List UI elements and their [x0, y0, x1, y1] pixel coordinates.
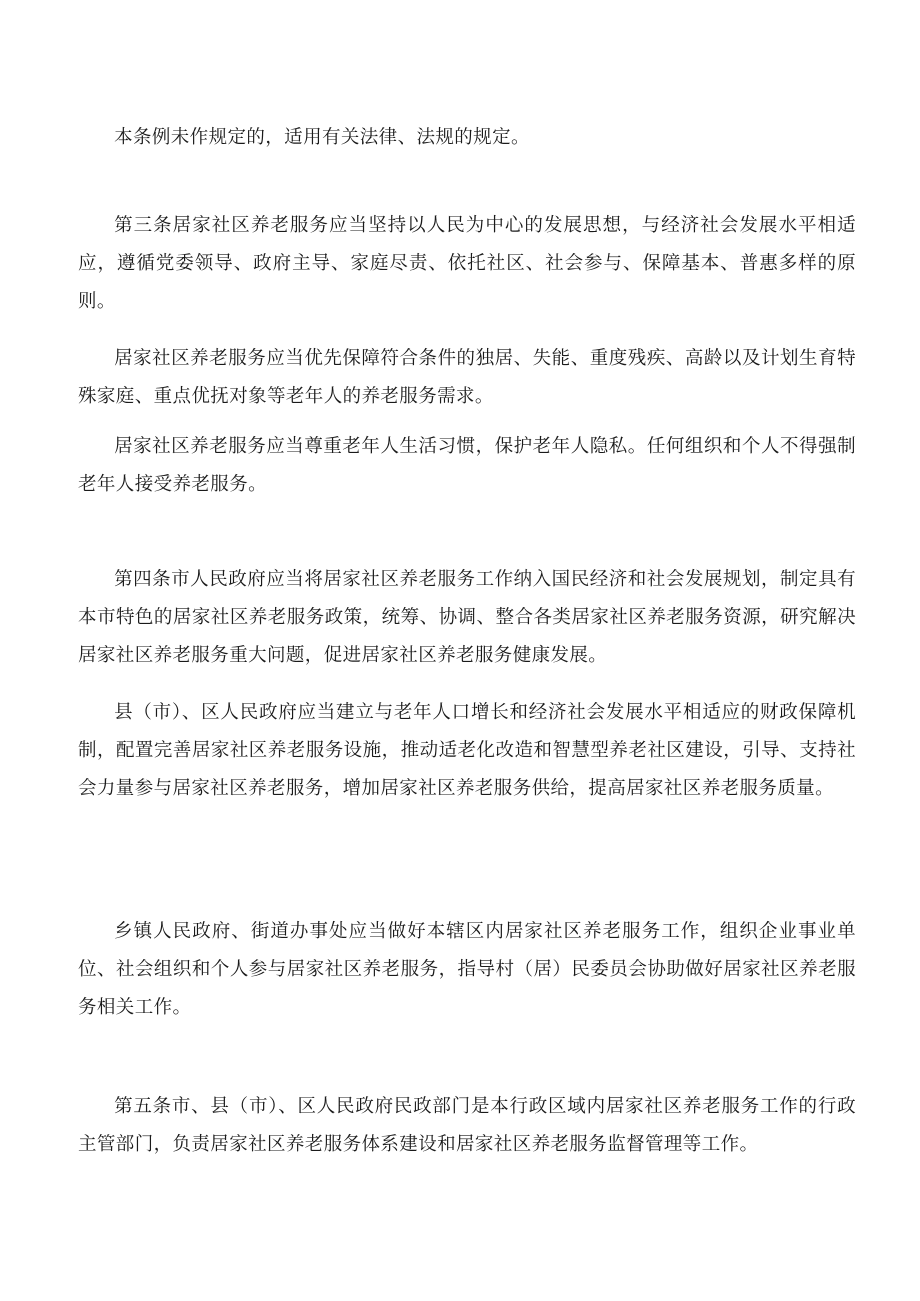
paragraph-4: 居家社区养老服务应当尊重老年人生活习惯，保护老年人隐私。任何组织和个人不得强制老年人接受养老服务。: [78, 436, 856, 495]
paragraph-1: 本条例未作规定的，适用有关法律、法规的规定。: [114, 127, 530, 148]
paragraph-article-5: 第五条市、县（市）、区人民政府民政部门是本行政区域内居家社区养老服务工作的行政主管部门，负责居家社区养老服务体系建设和居家社区养老服务监督管理等工作。: [78, 1096, 856, 1155]
paragraph-7: 乡镇人民政府、街道办事处应当做好本辖区内居家社区养老服务工作，组织企业事业单位、社会组织和个人参与居家社区养老服务，指导村（居）民委员会协助做好居家社区养老服务相关工作。: [78, 921, 856, 1018]
paragraph-article-4: 第四条市人民政府应当将居家社区养老服务工作纳入国民经济和社会发展规划，制定具有本市特色的居家社区养老服务政策，统筹、协调、整合各类居家社区养老服务资源，研究解决居家社区养老服务重大问题，促进居家社区养老服务健康发展。: [78, 569, 856, 666]
paragraph-6: 县（市）、区人民政府应当建立与老年人口增长和经济社会发展水平相适应的财政保障机制，配置完善居家社区养老服务设施，推动适老化改造和智慧型养老社区建设，引导、支持社会力量参与居家社区养老服务，增加居家社区养老服务供给，提高居家社区养老服务质量。: [78, 702, 856, 799]
paragraph-3: 居家社区养老服务应当优先保障符合条件的独居、失能、重度残疾、高龄以及计划生育特殊家庭、重点优抚对象等老年人的养老服务需求。: [78, 348, 856, 407]
paragraph-article-3: 第三条居家社区养老服务应当坚持以人民为中心的发展思想，与经济社会发展水平相适应，遵循党委领导、政府主导、家庭尽责、依托社区、社会参与、保障基本、普惠多样的原则。: [78, 215, 856, 312]
